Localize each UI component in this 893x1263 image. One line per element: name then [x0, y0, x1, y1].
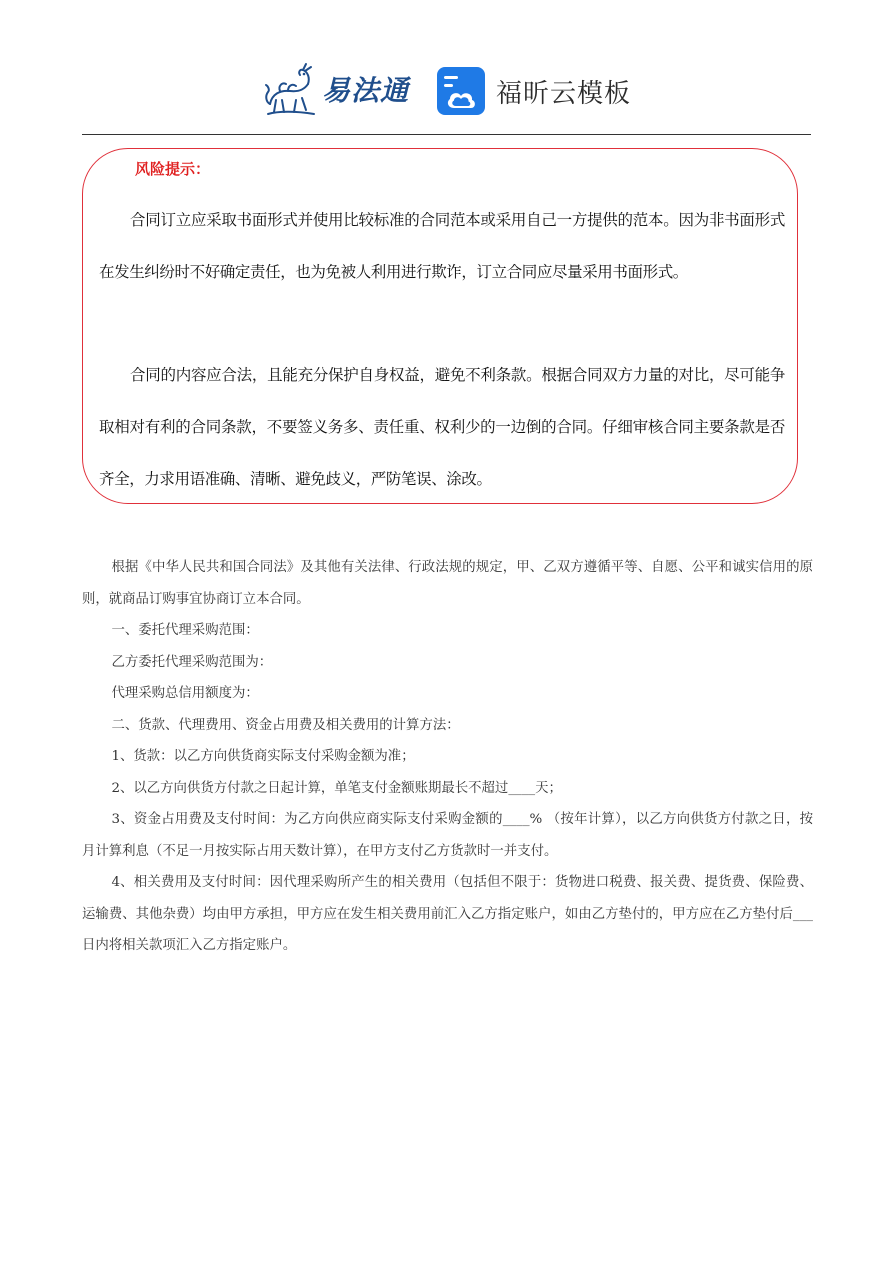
risk-paragraph: 合同订立应采取书面形式并使用比较标准的合同范本或采用自己一方提供的范本。因为非书面形式在发生纠纷时不好确定责任，也为免被人利用进行欺诈，订立合同应尽量采用书面形式。	[99, 211, 785, 281]
contract-paragraph: 二、货款、代理费用、资金占用费及相关费用的计算方法：	[111, 717, 460, 733]
fuxin-logo	[436, 64, 631, 118]
qilin-icon	[262, 60, 320, 118]
cloud-document-icon	[436, 66, 486, 116]
contract-paragraph: 2、以乙方向供货方付款之日起计算，单笔支付金额账期最长不超过____天；	[111, 780, 562, 796]
yifatong-wordmark: 易法通	[322, 74, 410, 107]
contract-body	[82, 552, 813, 962]
fuxin-wordmark: 福昕云模板	[496, 78, 632, 109]
contract-paragraph: 3、资金占用费及支付时间：为乙方向供应商实际支付采购金额的____% （按年计算），以乙方向供货方付款之日，按月计算利息（不足一月按实际占用天数计算），在甲方支付乙方货款时一并支付。	[82, 812, 813, 859]
risk-paragraph: 合同的内容应合法，且能充分保护自身权益，避免不利条款。根据合同双方力量的对比，尽可能争取相对有利的合同条款，不要签义务多、责任重、权利少的一边倒的合同。仔细审核合同主要条款是否齐全，力求用语准确、清晰、避免歧义，严防笔误、涂改。	[99, 366, 785, 488]
contract-paragraph: 根据《中华人民共和国合同法》及其他有关法律、行政法规的规定，甲、乙双方遵循平等、自愿、公平和诚实信用的原则，就商品订购事宜协商订立本合同。	[82, 560, 813, 607]
page-header	[0, 0, 893, 135]
contract-paragraph: 乙方委托代理采购范围为：	[111, 654, 273, 670]
risk-title: 风险提示：	[135, 160, 211, 178]
yifatong-logo	[262, 60, 414, 118]
contract-paragraph: 代理采购总信用额度为：	[111, 686, 259, 701]
contract-paragraph: 4、相关费用及支付时间：因代理采购所产生的相关费用（包括但不限于：货物进口税费、报关费、提货费、保险费、运输费、其他杂费）均由甲方承担，甲方应在发生相关费用前汇入乙方指定账户，如由乙方垫付的，甲方应在乙方垫付后___日内将相关款项汇入乙方指定账户。	[82, 875, 813, 953]
contract-paragraph: 1、货款：以乙方向供货商实际支付采购金额为准；	[111, 749, 415, 764]
risk-warning-box	[82, 148, 798, 504]
contract-paragraph: 一、委托代理采购范围：	[111, 623, 259, 638]
header-divider	[82, 134, 811, 135]
